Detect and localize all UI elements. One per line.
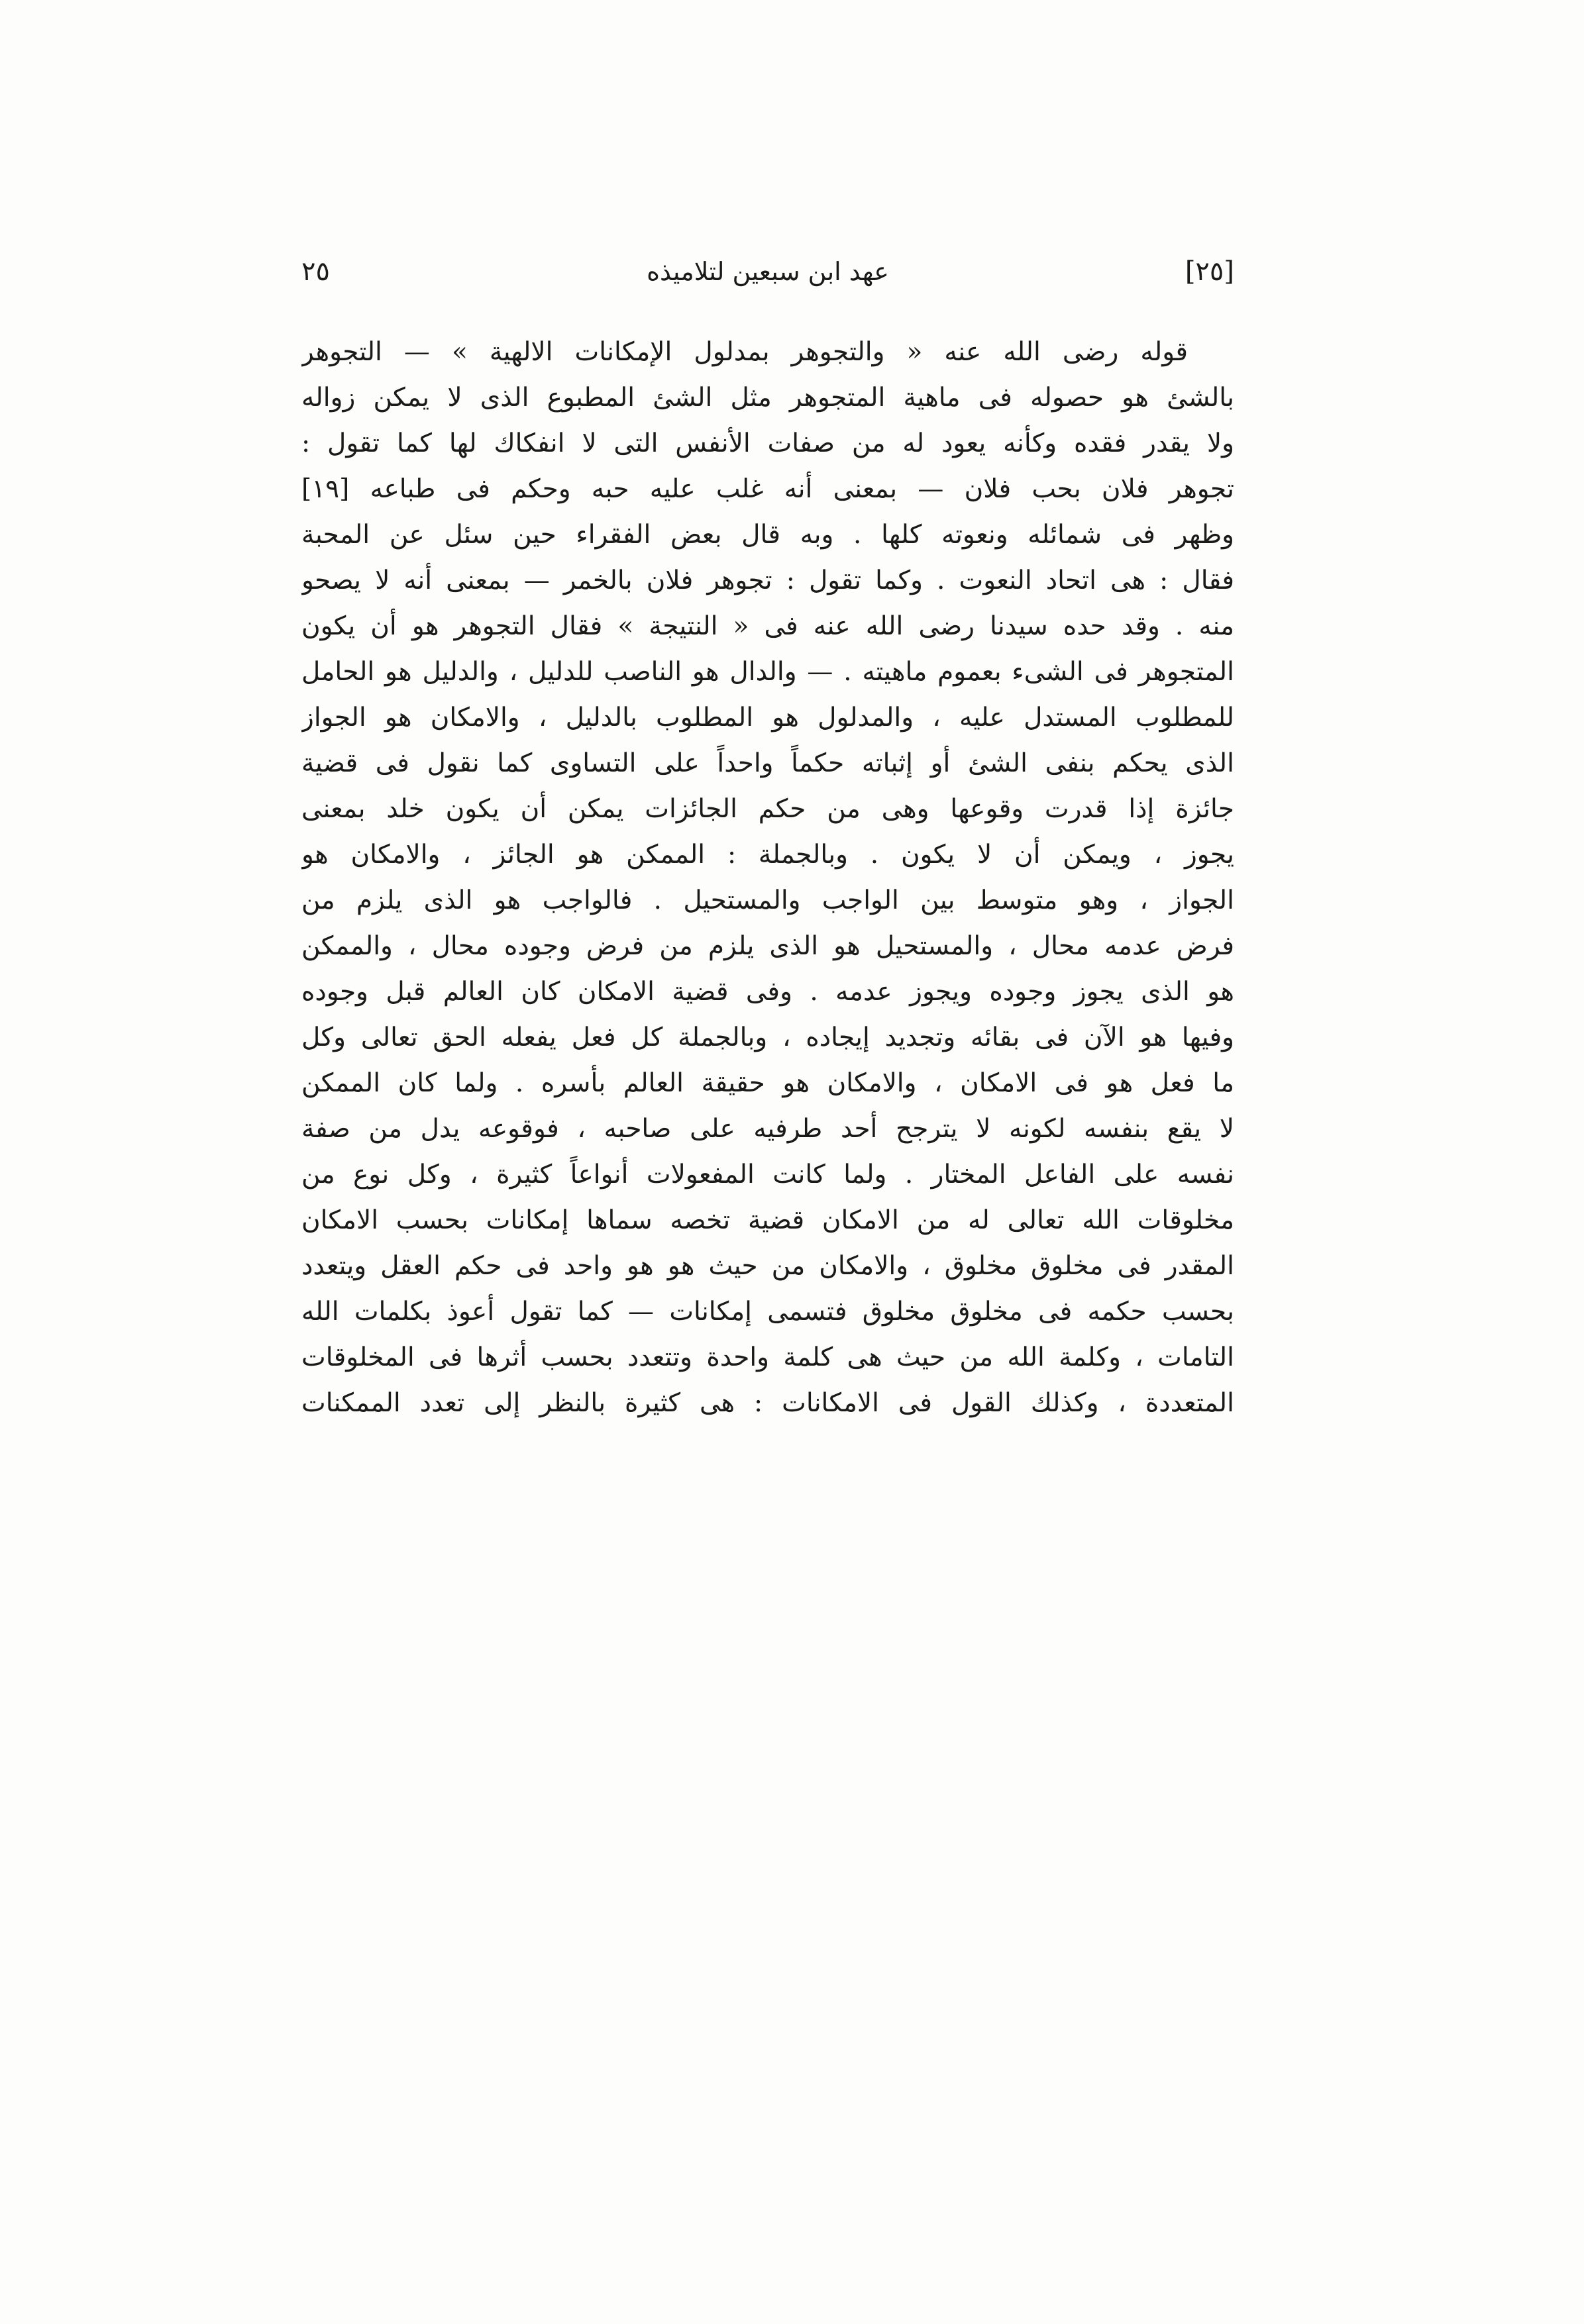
text-line: وفيها هو الآن فى بقائه وتجديد إيجاده ، وبالجملة كل فعل يفعله الحق تعالى وكل: [301, 1023, 1234, 1052]
text-line: التامات ، وكلمة الله من حيث هى كلمة واحدة وتتعدد بحسب أثرها فى المخلوقات: [301, 1342, 1234, 1372]
text-line: هو الذى يجوز وجوده ويجوز عدمه . وفى قضية الامكان كان العالم قبل وجوده: [301, 977, 1234, 1007]
text-line: بحسب حكمه فى مخلوق مخلوق فتسمى إمكانات — كما تقول أعوذ بكلمات الله: [301, 1297, 1234, 1327]
text-line: مخلوقات الله تعالى له من الامكان قضية تخصه سماها إمكانات بحسب الامكان: [301, 1205, 1234, 1235]
text-line: وظهر فى شمائله ونعوته كلها . وبه قال بعض الفقراء حين سئل عن المحبة: [301, 520, 1234, 550]
text-line: ولا يقدر فقده وكأنه يعود له من صفات الأنفس التى لا انفكاك لها كما تقول :: [301, 429, 1234, 458]
text-line: فرض عدمه محال ، والمستحيل هو الذى يلزم من فرض وجوده محال ، والممكن: [301, 931, 1234, 961]
text-line: جائزة إذا قدرت وقوعها وهى من حكم الجائزات يمكن أن يكون خلد بمعنى: [301, 794, 1234, 824]
text-line: بالشئ هو حصوله فى ماهية المتجوهر مثل الشئ المطبوع الذى لا يمكن زواله: [301, 383, 1234, 413]
text-line: فقال : هى اتحاد النعوت . وكما تقول : تجوهر فلان بالخمر — بمعنى أنه لا يصحو: [301, 566, 1234, 595]
text-line: للمطلوب المستدل عليه ، والمدلول هو المطلوب بالدليل ، والامكان هو الجواز: [301, 703, 1234, 733]
page-number: ٢٥: [301, 256, 330, 287]
running-head: [301, 252, 1234, 291]
text-line: المقدر فى مخلوق مخلوق ، والامكان من حيث هو هو واحد فى حكم العقل ويتعدد: [301, 1251, 1234, 1281]
running-title: عهد ابن سبعين لتلاميذه: [647, 257, 889, 286]
body-text: [301, 329, 1234, 1426]
text-line: منه . وقد حده سيدنا رضى الله عنه فى « النتيجة » فقال التجوهر هو أن يكون: [301, 611, 1234, 641]
text-line: الذى يحكم بنفى الشئ أو إثباته حكماً واحداً على التساوى كما نقول فى قضية: [301, 748, 1234, 778]
text-line: قوله رضى الله عنه « والتجوهر بمدلول الإمكانات الالهية » — التجوهر: [301, 337, 1188, 367]
bracketed-page-number: [٢٥]: [1185, 256, 1234, 287]
text-line: المتجوهر فى الشىء بعموم ماهيته . — والدال هو الناصب للدليل ، والدليل هو الحامل: [301, 657, 1234, 687]
text-line: المتعددة ، وكذلك القول فى الامكانات : هى كثيرة بالنظر إلى تعدد الممكنات: [301, 1388, 1234, 1418]
text-line: ما فعل هو فى الامكان ، والامكان هو حقيقة العالم بأسره . ولما كان الممكن: [301, 1068, 1234, 1098]
text-line: يجوز ، ويمكن أن لا يكون . وبالجملة : الممكن هو الجائز ، والامكان هو: [301, 840, 1234, 870]
text-line: تجوهر فلان بحب فلان — بمعنى أنه غلب عليه حبه وحكم فى طباعه [١٩]: [301, 474, 1234, 504]
text-line: نفسه على الفاعل المختار . ولما كانت المفعولات أنواعاً كثيرة ، وكل نوع من: [301, 1160, 1234, 1189]
text-line: الجواز ، وهو متوسط بين الواجب والمستحيل . فالواجب هو الذى يلزم من: [301, 885, 1234, 915]
text-line: لا يقع بنفسه لكونه لا يترجح أحد طرفيه على صاحبه ، فوقوعه يدل من صفة: [301, 1114, 1234, 1144]
